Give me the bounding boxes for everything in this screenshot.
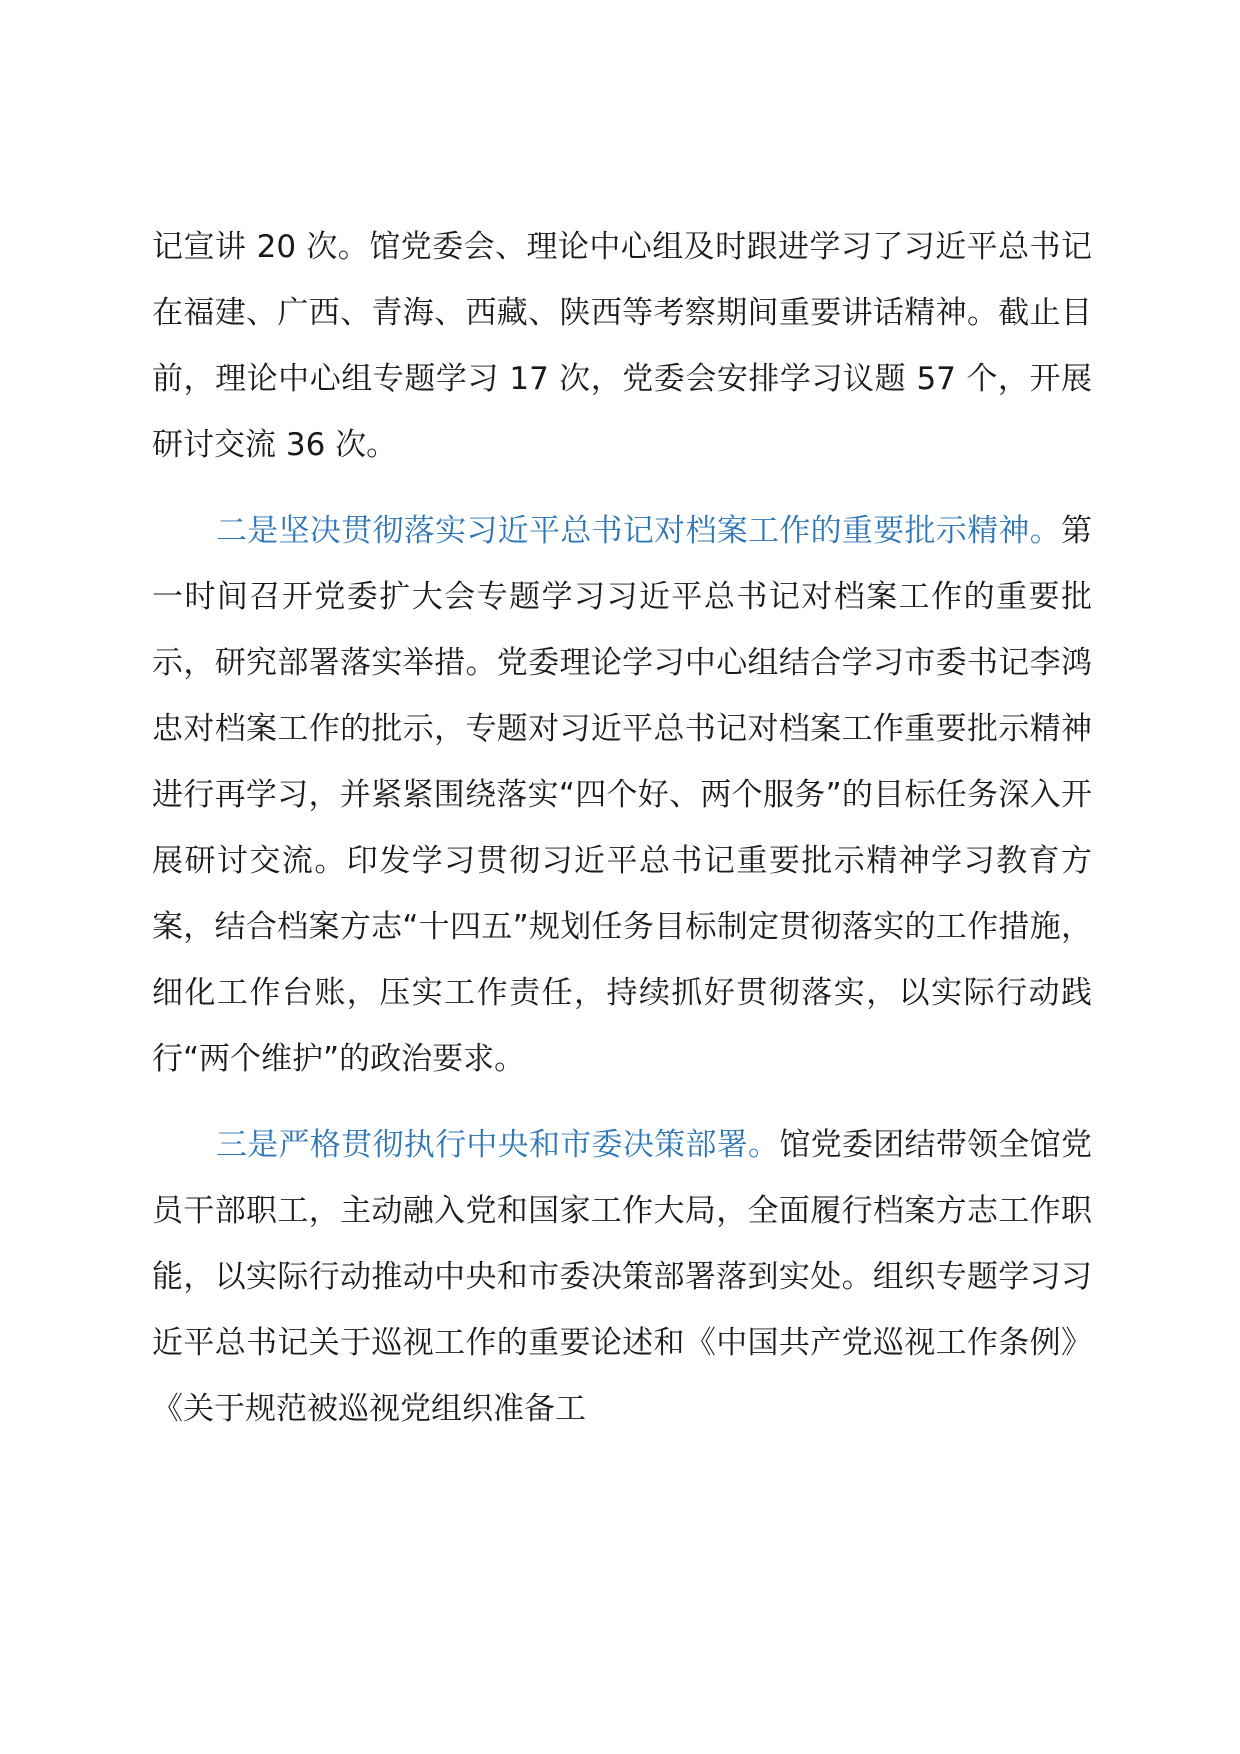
paragraph-2-text: 第一时间召开党委扩大会专题学习习近平总书记对档案工作的重要批示，研究部署落实举措。党委理论学习中心组结合学习市委书记李鸿忠对档案工作的批示，专题对习近平总书记对档案工作重要批示精神进行再学习，并紧紧围绕落实“四个好、两个服务”的目标任务深入开展研讨交流。印发学习贯彻习近平总书记重要批示精神学习教育方案，结合档案方志“十四五”规划任务目标制定贯彻落实的工作措施，细化工作台账，压实工作责任，持续抓好贯彻落实，以实际行动践行“两个维护”的政治要求。 xyxy=(152,513,1092,1077)
paragraph-2-heading: 二是坚决贯彻落实习近平总书记对档案工作的重要批示精神。 xyxy=(216,513,1061,549)
paragraph-3 xyxy=(152,1112,1092,1442)
paragraph-3-text: 馆党委团结带领全馆党员干部职工，主动融入党和国家工作大局，全面履行档案方志工作职能，以实际行动推动中央和市委决策部署落到实处。组织专题学习习近平总书记关于巡视工作的重要论述和《中国共产党巡视工作条例》《关于规范被巡视党组织准备工 xyxy=(152,1127,1093,1427)
paragraph-3-heading: 三是严格贯彻执行中央和市委决策部署。 xyxy=(216,1127,780,1163)
paragraph-1-text: 记宣讲 20 次。馆党委会、理论中心组及时跟进学习了习近平总书记在福建、广西、青海、西藏、陕西等考察期间重要讲话精神。截止目前，理论中心组专题学习 17 次，党委会安排学习议题 57 个，开展研讨交流 36 次。 xyxy=(152,229,1092,463)
paragraph-2 xyxy=(152,498,1092,1092)
document-body xyxy=(152,214,1092,1442)
paragraph-1 xyxy=(152,214,1092,478)
